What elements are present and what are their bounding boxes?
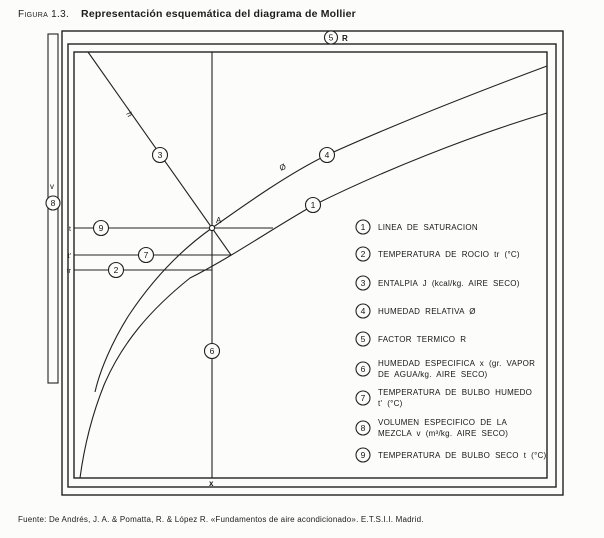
legend-2-text: TEMPERATURA DE ROCIO tr (°C): [378, 250, 520, 259]
legend-7-text-line2: t' (°C): [378, 399, 403, 408]
legend-8-text-line1: VOLUMEN ESPECIFICO DE LA: [378, 418, 508, 427]
legend-6-text-line1: HUMEDAD ESPECIFICA x (gr. VAPOR: [378, 359, 536, 368]
callout-9-number: 9: [98, 223, 104, 233]
legend-item: [356, 304, 476, 318]
callout-3: [153, 148, 168, 163]
callout-8: [46, 196, 60, 210]
callout-5-number: 5: [328, 32, 334, 43]
legend: [356, 220, 547, 462]
callout-2-number: 2: [113, 265, 119, 275]
legend-8-number: 8: [360, 423, 366, 433]
legend-6-text-line2: DE AGUA/kg. AIRE SECO): [378, 370, 488, 379]
legend-1-text: LINEA DE SATURACION: [378, 223, 478, 232]
legend-2-number: 2: [360, 249, 366, 259]
legend-6-number: 6: [360, 364, 366, 374]
callout-6: [205, 344, 220, 359]
legend-8-text-line2: MEZCLA v (m³/kg. AIRE SECO): [378, 429, 509, 438]
legend-7-text-line1: TEMPERATURA DE BULBO HUMEDO: [378, 388, 533, 397]
legend-item: [356, 332, 466, 346]
callout-3-number: 3: [157, 150, 163, 160]
state-point-a-label: A: [216, 216, 222, 225]
source-note: Fuente: De Andrés, J. A. & Pomatta, R. & López R. «Fundamentos de aire acondicionado». E.T.S.I.I. Madrid.: [18, 515, 424, 524]
callout-1-number: 1: [310, 200, 316, 210]
dew-point-tick-label: tr: [66, 268, 71, 275]
callout-9: [94, 221, 109, 236]
legend-7-number: 7: [360, 393, 366, 403]
enthalpy-axis-label: h: [124, 109, 135, 119]
legend-item: [356, 220, 478, 234]
callout-2: [109, 263, 124, 278]
legend-4-number: 4: [360, 306, 366, 316]
legend-5-number: 5: [360, 334, 366, 344]
legend-item: [356, 247, 520, 261]
legend-item: [356, 418, 508, 438]
callout-8-number: 8: [50, 198, 56, 208]
state-point-a-marker: [209, 225, 214, 230]
specific-volume-label: v: [50, 182, 54, 191]
legend-item: [356, 388, 532, 408]
figure-number: Figura 1.3.: [18, 9, 70, 20]
callout-6-number: 6: [209, 346, 215, 356]
relative-humidity-curve: [95, 66, 547, 392]
dry-bulb-tick-label: t: [69, 226, 71, 233]
callout-4-number: 4: [324, 150, 330, 160]
callout-7: [139, 248, 154, 263]
legend-3-text: ENTALPIA J (kcal/kg. AIRE SECO): [378, 279, 520, 288]
legend-9-number: 9: [360, 450, 366, 460]
chart-area-box: [74, 52, 547, 478]
legend-5-text: FACTOR TERMICO R: [378, 335, 467, 344]
figure-title: Representación esquemática del diagrama de Mollier: [81, 8, 356, 20]
callout-5: [325, 31, 349, 44]
legend-item: [356, 359, 535, 379]
wet-bulb-tick-label: t': [67, 253, 71, 260]
callout-4: [320, 148, 335, 163]
legend-item: [356, 276, 520, 290]
legend-9-text: TEMPERATURA DE BULBO SECO t (°C): [378, 451, 547, 460]
legend-3-number: 3: [360, 278, 366, 288]
legend-1-number: 1: [360, 222, 366, 232]
legend-4-text: HUMEDAD RELATIVA Ø: [378, 307, 476, 316]
specific-humidity-axis-label: x: [209, 479, 214, 488]
relative-humidity-symbol: Ø: [278, 162, 288, 173]
callout-7-number: 7: [143, 250, 149, 260]
callout-1: [306, 198, 321, 213]
legend-item: [356, 448, 547, 462]
thermal-factor-axis-label: R: [342, 34, 348, 43]
